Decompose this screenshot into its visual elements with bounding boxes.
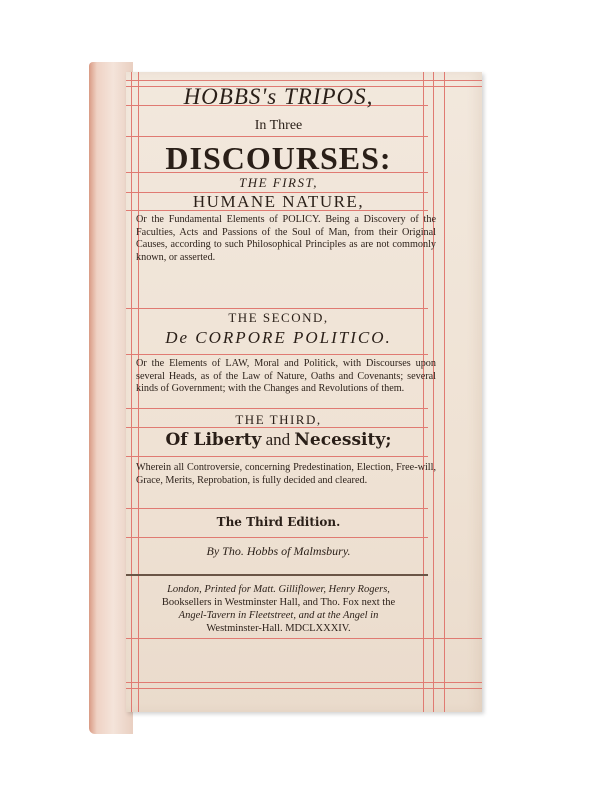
imprint-line: London, Printed for Matt. Gilliflower, Henry Rogers, — [167, 584, 390, 595]
ruling-line — [444, 72, 445, 712]
ruling-line — [126, 136, 428, 137]
second-heading: THE SECOND, — [228, 310, 329, 325]
ruling-line — [126, 688, 482, 689]
author-line: By Tho. Hobbs of Malmsbury. — [206, 544, 351, 558]
third-title-liberty: Of Liberty — [165, 430, 262, 450]
second-discourse-title: De CORPORE POLITICO. — [165, 328, 392, 347]
third-discourse-description: Wherein all Controversie, concerning Predestination, Election, Free-will, Grace, Merits, Reprobation, is fully decided and cleared. — [136, 462, 436, 486]
discourses-heading: DISCOURSES: — [165, 140, 392, 176]
third-title-and: and — [265, 430, 291, 449]
third-title-necessity: Necessity; — [294, 430, 392, 450]
ruling-line — [126, 638, 482, 639]
ruling-line — [126, 508, 428, 509]
third-discourse-title — [126, 430, 431, 450]
ruling-line — [126, 354, 428, 355]
title-page — [126, 72, 482, 712]
imprint-line: Booksellers in Westminster Hall, and Tho. Fox next the — [161, 597, 396, 608]
second-discourse-description: Or the Elements of LAW, Moral and Politick, with Discourses upon several Heads, as of the Law of Nature, Oaths and Covenants; several kinds of Government; with the Changes and Revolutions of them. — [136, 358, 436, 394]
book-title: HOBBS's TRIPOS, — [183, 84, 374, 109]
ruling-line — [126, 456, 428, 457]
ruling-line — [126, 537, 428, 538]
first-discourse-description: Or the Fundamental Elements of POLICY. Being a Discovery of the Faculties, Acts and Passions of the Soul of Man, from their Original Causes, according to such Philosophical Principles as are not commonly known, or asserted. — [136, 214, 436, 263]
ruling-line — [126, 408, 428, 409]
first-heading: THE FIRST, — [238, 175, 319, 190]
third-heading: THE THIRD, — [235, 412, 322, 427]
ruling-line — [126, 308, 428, 309]
in-three-line: In Three — [254, 118, 303, 133]
imprint-line: Westminster-Hall. MDCLXXXIV. — [206, 623, 351, 634]
ruling-line — [126, 682, 482, 683]
first-discourse-title: HUMANE NATURE, — [192, 192, 365, 211]
edition-line: The Third Edition. — [216, 515, 341, 529]
ruling-line — [126, 80, 482, 81]
imprint-line: Angel-Tavern in Fleetstreet, and at the Angel in — [178, 610, 379, 621]
imprint-rule — [126, 574, 428, 576]
